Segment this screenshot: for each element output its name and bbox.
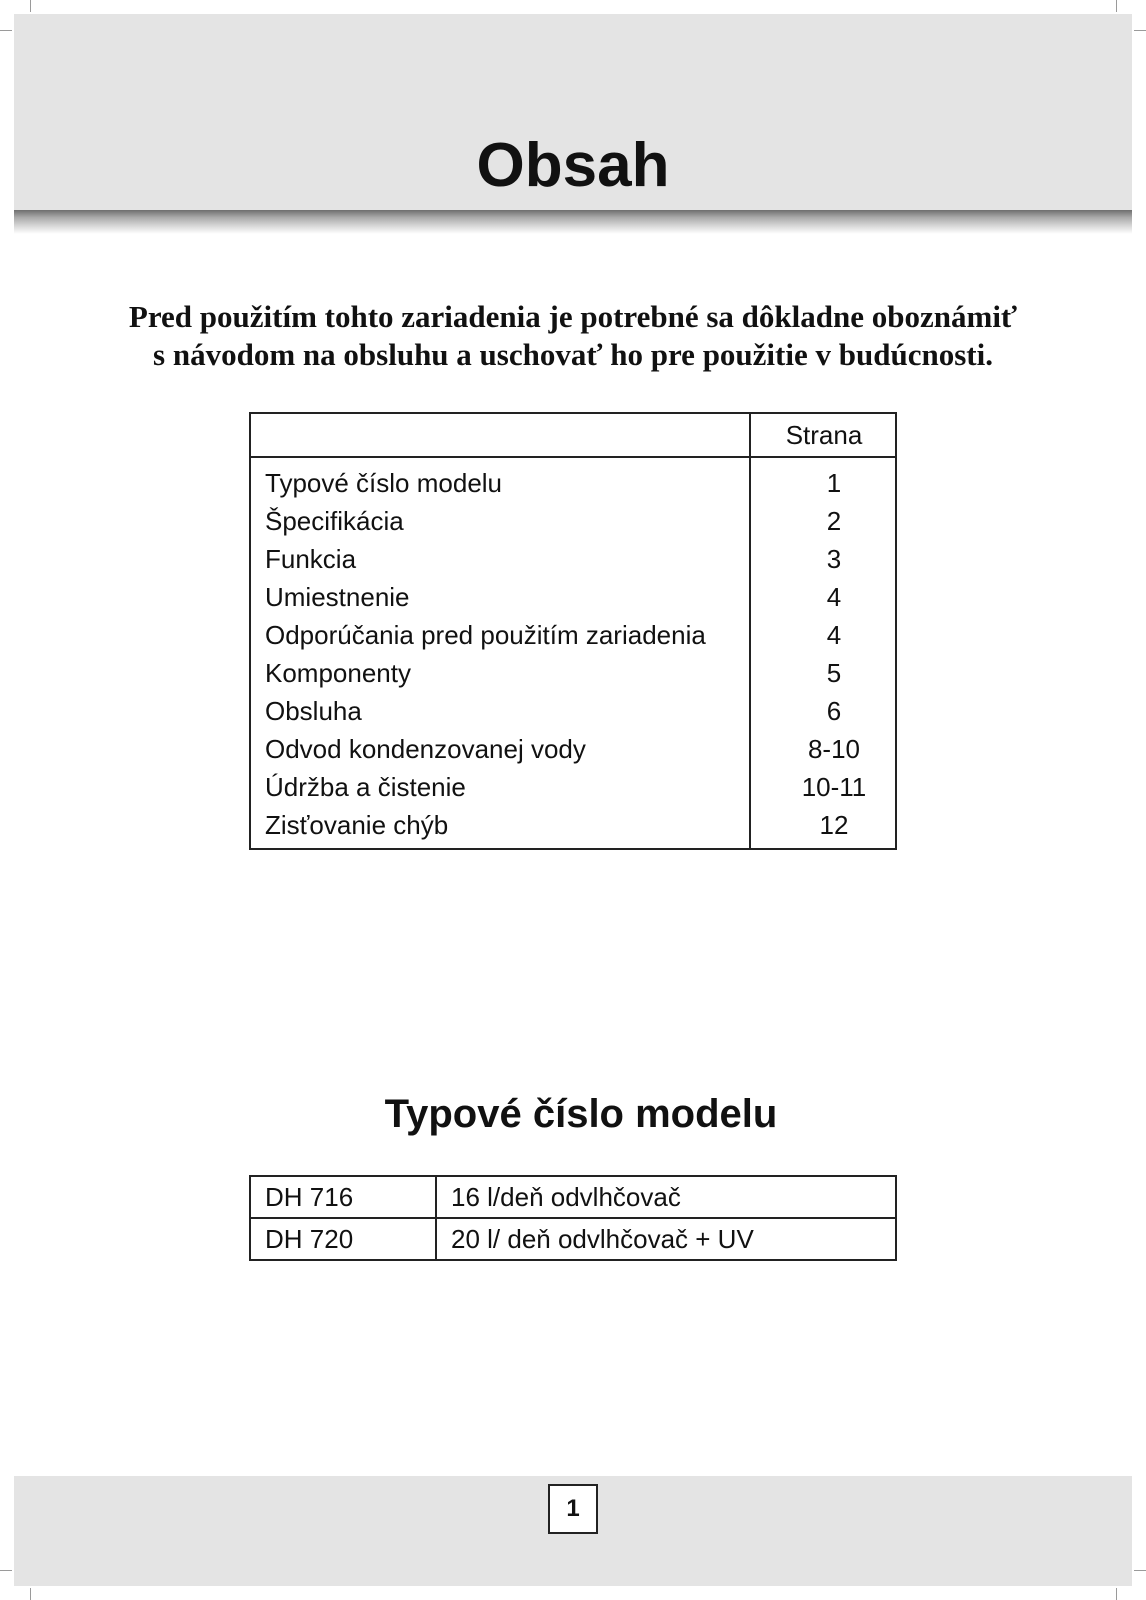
toc-item-page: 4 — [750, 578, 896, 616]
model-row — [250, 1176, 896, 1218]
toc-item-page: 2 — [750, 502, 896, 540]
toc-item-page: 5 — [750, 654, 896, 692]
header-shadow — [14, 210, 1132, 234]
intro-line: Pred použitím tohto zariadenia je potrebné sa dôkladne oboznámiť — [128, 299, 1018, 334]
toc-row — [250, 806, 896, 849]
models-section-title: Typové číslo modelu — [384, 1092, 778, 1136]
model-description: 16 l/deň odvlhčovač — [436, 1176, 896, 1218]
toc-item-page: 6 — [750, 692, 896, 730]
model-description: 20 l/ deň odvlhčovač + UV — [436, 1218, 896, 1260]
toc-row — [250, 578, 896, 616]
toc-item-page: 12 — [750, 806, 896, 849]
toc-item-label: Typové číslo modelu — [250, 457, 750, 502]
toc-row — [250, 692, 896, 730]
toc-row — [250, 502, 896, 540]
toc-item-label: Odvod kondenzovanej vody — [250, 730, 750, 768]
toc-header-blank — [250, 413, 750, 457]
toc-header-row — [250, 413, 896, 457]
crop-mark — [0, 1570, 12, 1571]
crop-mark — [1116, 0, 1117, 12]
toc-row — [250, 730, 896, 768]
crop-mark — [0, 30, 12, 31]
crop-mark — [30, 0, 31, 12]
toc-row — [250, 616, 896, 654]
page-title: Obsah — [476, 131, 670, 200]
toc-header-page: Strana — [750, 413, 896, 457]
model-code: DH 720 — [250, 1218, 436, 1260]
toc-item-page: 10-11 — [750, 768, 896, 806]
toc-row — [250, 768, 896, 806]
toc-item-page: 1 — [750, 457, 896, 502]
toc-item-label: Funkcia — [250, 540, 750, 578]
toc-item-label: Obsluha — [250, 692, 750, 730]
crop-mark — [1134, 30, 1146, 31]
toc-item-label: Zisťovanie chýb — [250, 806, 750, 849]
model-row — [250, 1218, 896, 1260]
toc-item-label: Odporúčania pred použitím zariadenia — [250, 616, 750, 654]
toc-item-label: Údržba a čistenie — [250, 768, 750, 806]
toc-row — [250, 540, 896, 578]
intro-line: s návodom na obsluhu a uschovať ho pre použitie v budúcnosti. — [153, 337, 993, 372]
toc-item-page: 8-10 — [750, 730, 896, 768]
crop-mark — [1116, 1588, 1117, 1600]
toc-row — [250, 654, 896, 692]
crop-mark — [30, 1588, 31, 1600]
page-number: 1 — [548, 1484, 598, 1534]
toc-item-page: 3 — [750, 540, 896, 578]
intro-text — [40, 298, 1106, 374]
crop-mark — [1134, 1570, 1146, 1571]
toc-item-label: Umiestnenie — [250, 578, 750, 616]
toc-row — [250, 457, 896, 502]
model-code: DH 716 — [250, 1176, 436, 1218]
toc-item-label: Špecifikácia — [250, 502, 750, 540]
models-table — [249, 1175, 897, 1261]
toc-item-label: Komponenty — [250, 654, 750, 692]
table-of-contents — [249, 412, 897, 850]
toc-item-page: 4 — [750, 616, 896, 654]
